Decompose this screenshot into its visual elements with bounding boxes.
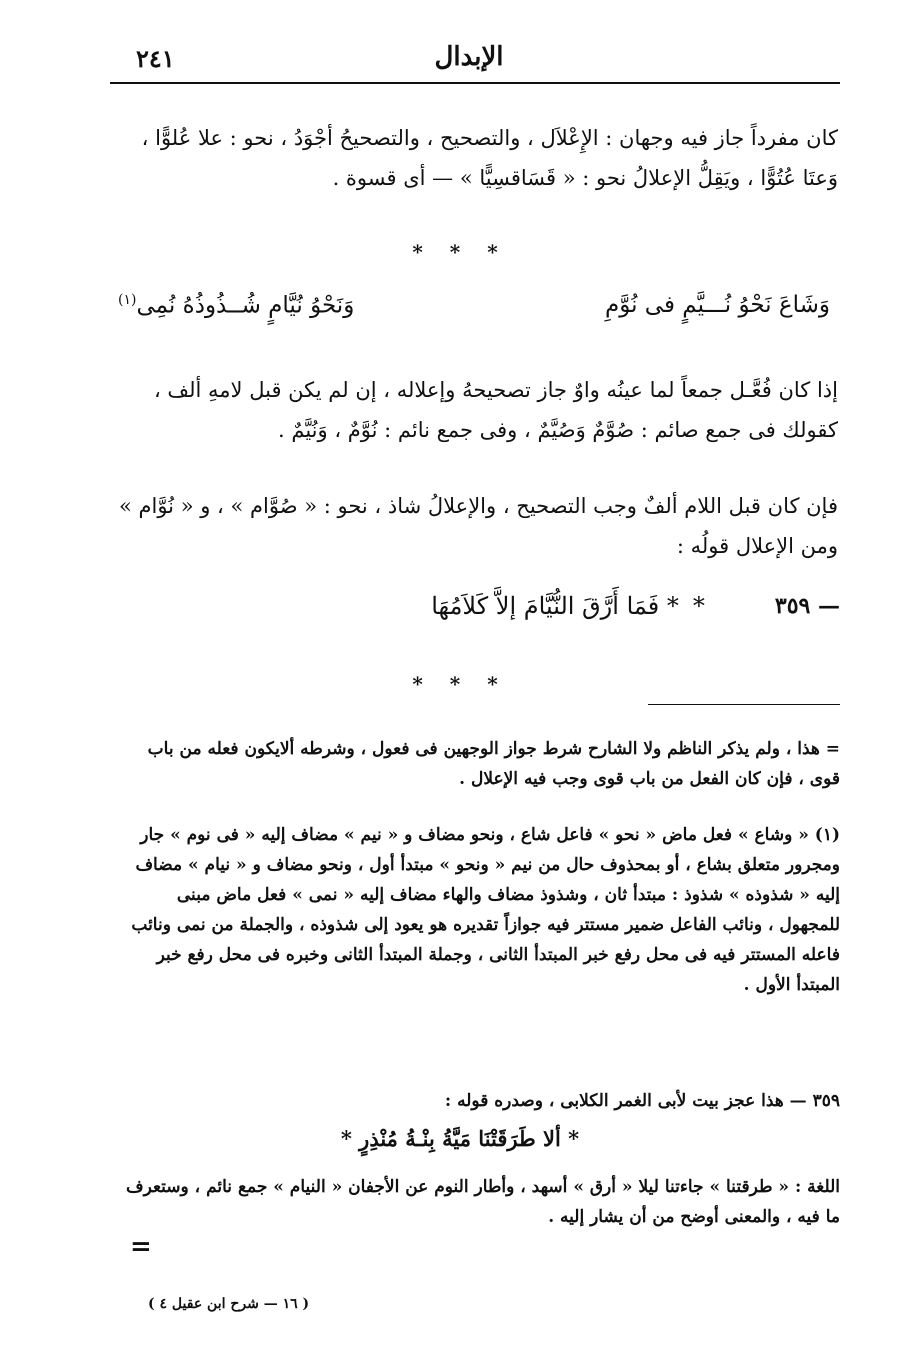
footnote-359-intro: ٣٥٩ — هذا عجز بيت لأبى الغمر الكلابى ، وصدره قوله : (444, 1091, 840, 1111)
shahid-star: * (692, 592, 705, 620)
header-rule (110, 82, 840, 84)
footnote-359-lugha: اللغة : « طرقتنا » جاءتنا ليلا « أرق » أسهد ، وأطار النوم عن الأجفان « النيام » جمع نائم ، وستعرف ما فيه ، والمعنى أوضح من أن يشار إليه . (125, 1177, 840, 1227)
verse-right-hemistich: وَشَاعَ نَحْوُ نُـــيَّمٍ فى نُوَّمِ (604, 292, 830, 318)
verse-line (118, 292, 830, 319)
continuation-mark: = (130, 1232, 152, 1262)
verse-left-hemistich (118, 292, 354, 319)
shahid-hemistich: فَمَا أَرَّقَ النُّيَّامَ إلاَّ كَلاَمُهَا * (431, 592, 679, 620)
shahid-number: ٣٥٩ — (774, 593, 840, 619)
verse-left-text: وَنَحْوُ نُيَّامٍ شُــذُوذُهُ نُمِى (136, 292, 355, 319)
section-separator-1: * * * (412, 240, 508, 264)
page-number: ٢٤١ (136, 44, 175, 73)
footnote-rule (648, 704, 840, 705)
section-separator-2: * * * (412, 672, 508, 696)
chapter-title: الإبدال (434, 42, 504, 72)
shahid-verse (300, 592, 840, 620)
footnote-359-verse: * ألا طَرَقَتْنَا مَيَّةُ بِنْـةُ مُنْذِرٍ * (340, 1126, 580, 1151)
footnote-continuation: = هذا ، ولم يذكر الناظم ولا الشارح شرط جواز الوجهين فى فعول ، وشرطه ألايكون فعله من باب قوى ، فإن كان الفعل من باب قوى وجب فيه الإعلال . (147, 739, 840, 789)
paragraph-2: إذا كان فُعَّـل جمعاً لما عينُه واوٌ جاز تصحيحهُ وإعلاله ، إن لم يكن قبل لامهِ ألف ، كقولك فى جمع صائم : صُوَّمٌ وَصُيَّمٌ ، وفى جمع نائم : نُوَّمٌ ، وَنُيَّمٌ . (153, 378, 838, 442)
page-header (110, 42, 828, 76)
paragraph-3: فإن كان قبل اللام ألفٌ وجب التصحيح ، والإعلالُ شاذ ، نحو : « صُوَّام » ، و « نُوَّام » ومن الإعلال قولُه : (118, 494, 838, 558)
signature-mark: ( ١٦ — شرح ابن عقيل ٤ ) (148, 1296, 310, 1312)
paragraph-1: كان مفرداً جاز فيه وجهان : الإِعْلاَل ، والتصحيح ، والتصحيحُ أجْوَدُ ، نحو : علا عُلوًّا ، وَعتَا عُتُوًّا ، ويَقِلُّ الإعلالُ نحو : « قَسَاقسِيًّا » — أى قسوة . (141, 126, 838, 190)
footnote-1: (١) « وشاع » فعل ماض « نحو » فاعل شاع ، ونحو مضاف و « نيم » مضاف إليه « فى نوم » جار ومجرور متعلق بشاع ، أو بمحذوف حال من نيم « ونحو » مبتدأ أول ، ونحو مضاف و « نيام » مضاف إليه « شذوذه » شذوذ : مبتدأ ثان ، وشذوذ مضاف والهاء مضاف إليه « نمى » فعل ماض مبنى للمجهول ، ونائب الفاعل ضمير مستتر فيه جوازاً تقديره هو يعود إلى شذوذه ، والجملة من نمى ونائب فاعله المستتر فيه فى محل رفع خبر المبتدأ الثانى ، وجملة المبتدأ الثانى وخبره فى محل رفع خبر المبتدأ الأول . (131, 825, 840, 995)
footnote-marker: (١) (118, 292, 137, 308)
